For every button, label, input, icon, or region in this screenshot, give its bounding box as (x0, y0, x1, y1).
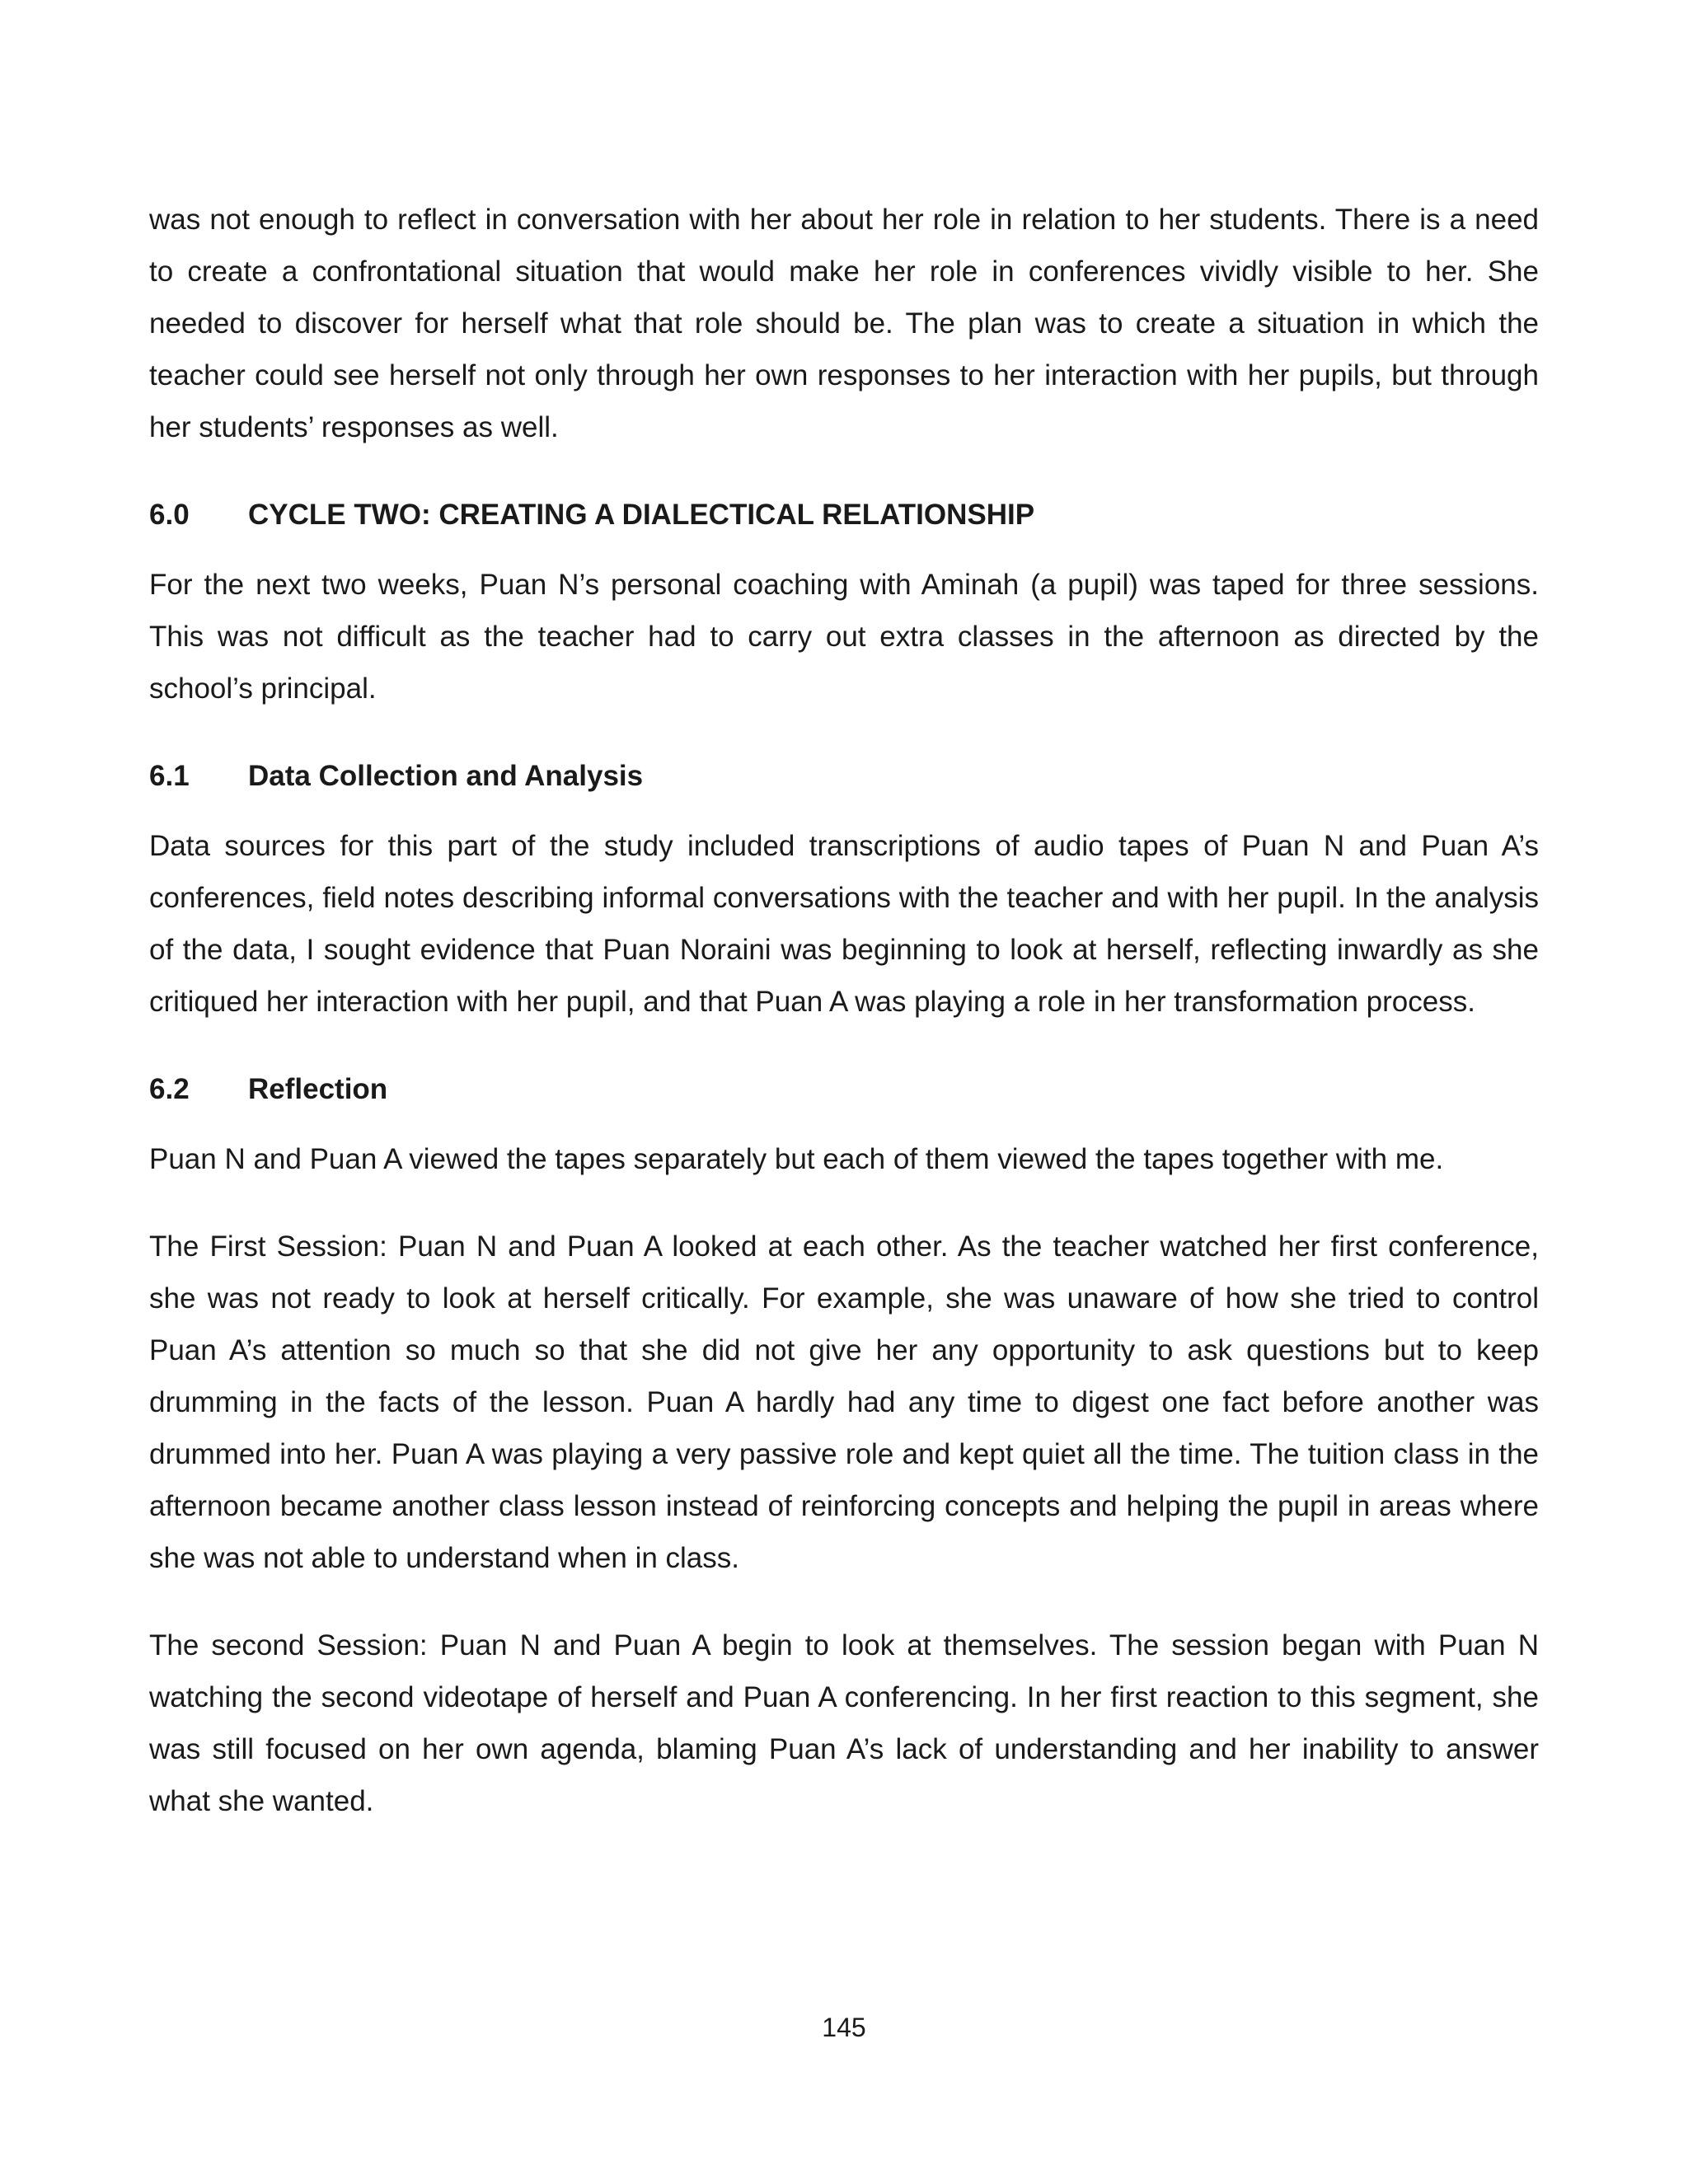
section-6-2-paragraph-2: The First Session: Puan N and Puan A looked at each other. As the teacher watched her first conference, she was not ready to look at herself critically. For example, she was unaware of how she tried to control Puan A’s attention so much so that she did not give her any opportunity to ask questions but to keep drumming in the facts of the lesson. Puan A hardly had any time to digest one fact before another was drummed into her. Puan A was playing a very passive role and kept quiet all the time. The tuition class in the afternoon became another class lesson instead of reinforcing concepts and helping the pupil in areas where she was not able to understand when in class. (149, 1230, 1539, 1574)
section-title: Data Collection and Analysis (248, 760, 644, 792)
section-title: Reflection (248, 1073, 388, 1105)
section-heading-6-0 (149, 489, 1539, 541)
section-6-2-paragraph-3: The second Session: Puan N and Puan A begin to look at themselves. The session began with Puan N watching the second videotape of herself and Puan A conferencing. In her first reaction to this segment, she was still focused on her own agenda, blaming Puan A’s lack of understanding and her inability to answer what she wanted. (149, 1629, 1539, 1817)
page-number: 145 (822, 2013, 866, 2042)
section-heading-6-1 (149, 750, 1539, 802)
section-6-0-paragraph: For the next two weeks, Puan N’s personal coaching with Aminah (a pupil) was taped for three sessions. This was not difficult as the teacher had to carry out extra classes in the afternoon as directed by the school’s principal. (149, 569, 1539, 705)
section-heading-6-2 (149, 1063, 1539, 1115)
section-number: 6.1 (149, 760, 190, 792)
section-6-1-paragraph: Data sources for this part of the study included transcriptions of audio tapes of Puan N and Puan A’s conferences, field notes describing informal conversations with the teacher and with her pupil. In the analysis of the data, I sought evidence that Puan Noraini was beginning to look at herself, reflecting inwardly as she critiqued her interaction with her pupil, and that Puan A was playing a role in her transformation process. (149, 830, 1539, 1018)
document-body (149, 194, 1539, 1827)
section-number: 6.2 (149, 1073, 190, 1105)
intro-paragraph: was not enough to reflect in conversation with her about her role in relation to her students. There is a need to create a confrontational situation that would make her role in conferences vividly visible to her. She needed to discover for herself what that role should be. The plan was to create a situation in which the teacher could see herself not only through her own responses to her interaction with her pupils, but through her students’ responses as well. (149, 204, 1539, 443)
section-number: 6.0 (149, 499, 190, 531)
section-title: CYCLE TWO: CREATING A DIALECTICAL RELATIONSHIP (248, 499, 1035, 531)
section-6-2-paragraph-1: Puan N and Puan A viewed the tapes separately but each of them viewed the tapes together with me. (149, 1143, 1444, 1175)
